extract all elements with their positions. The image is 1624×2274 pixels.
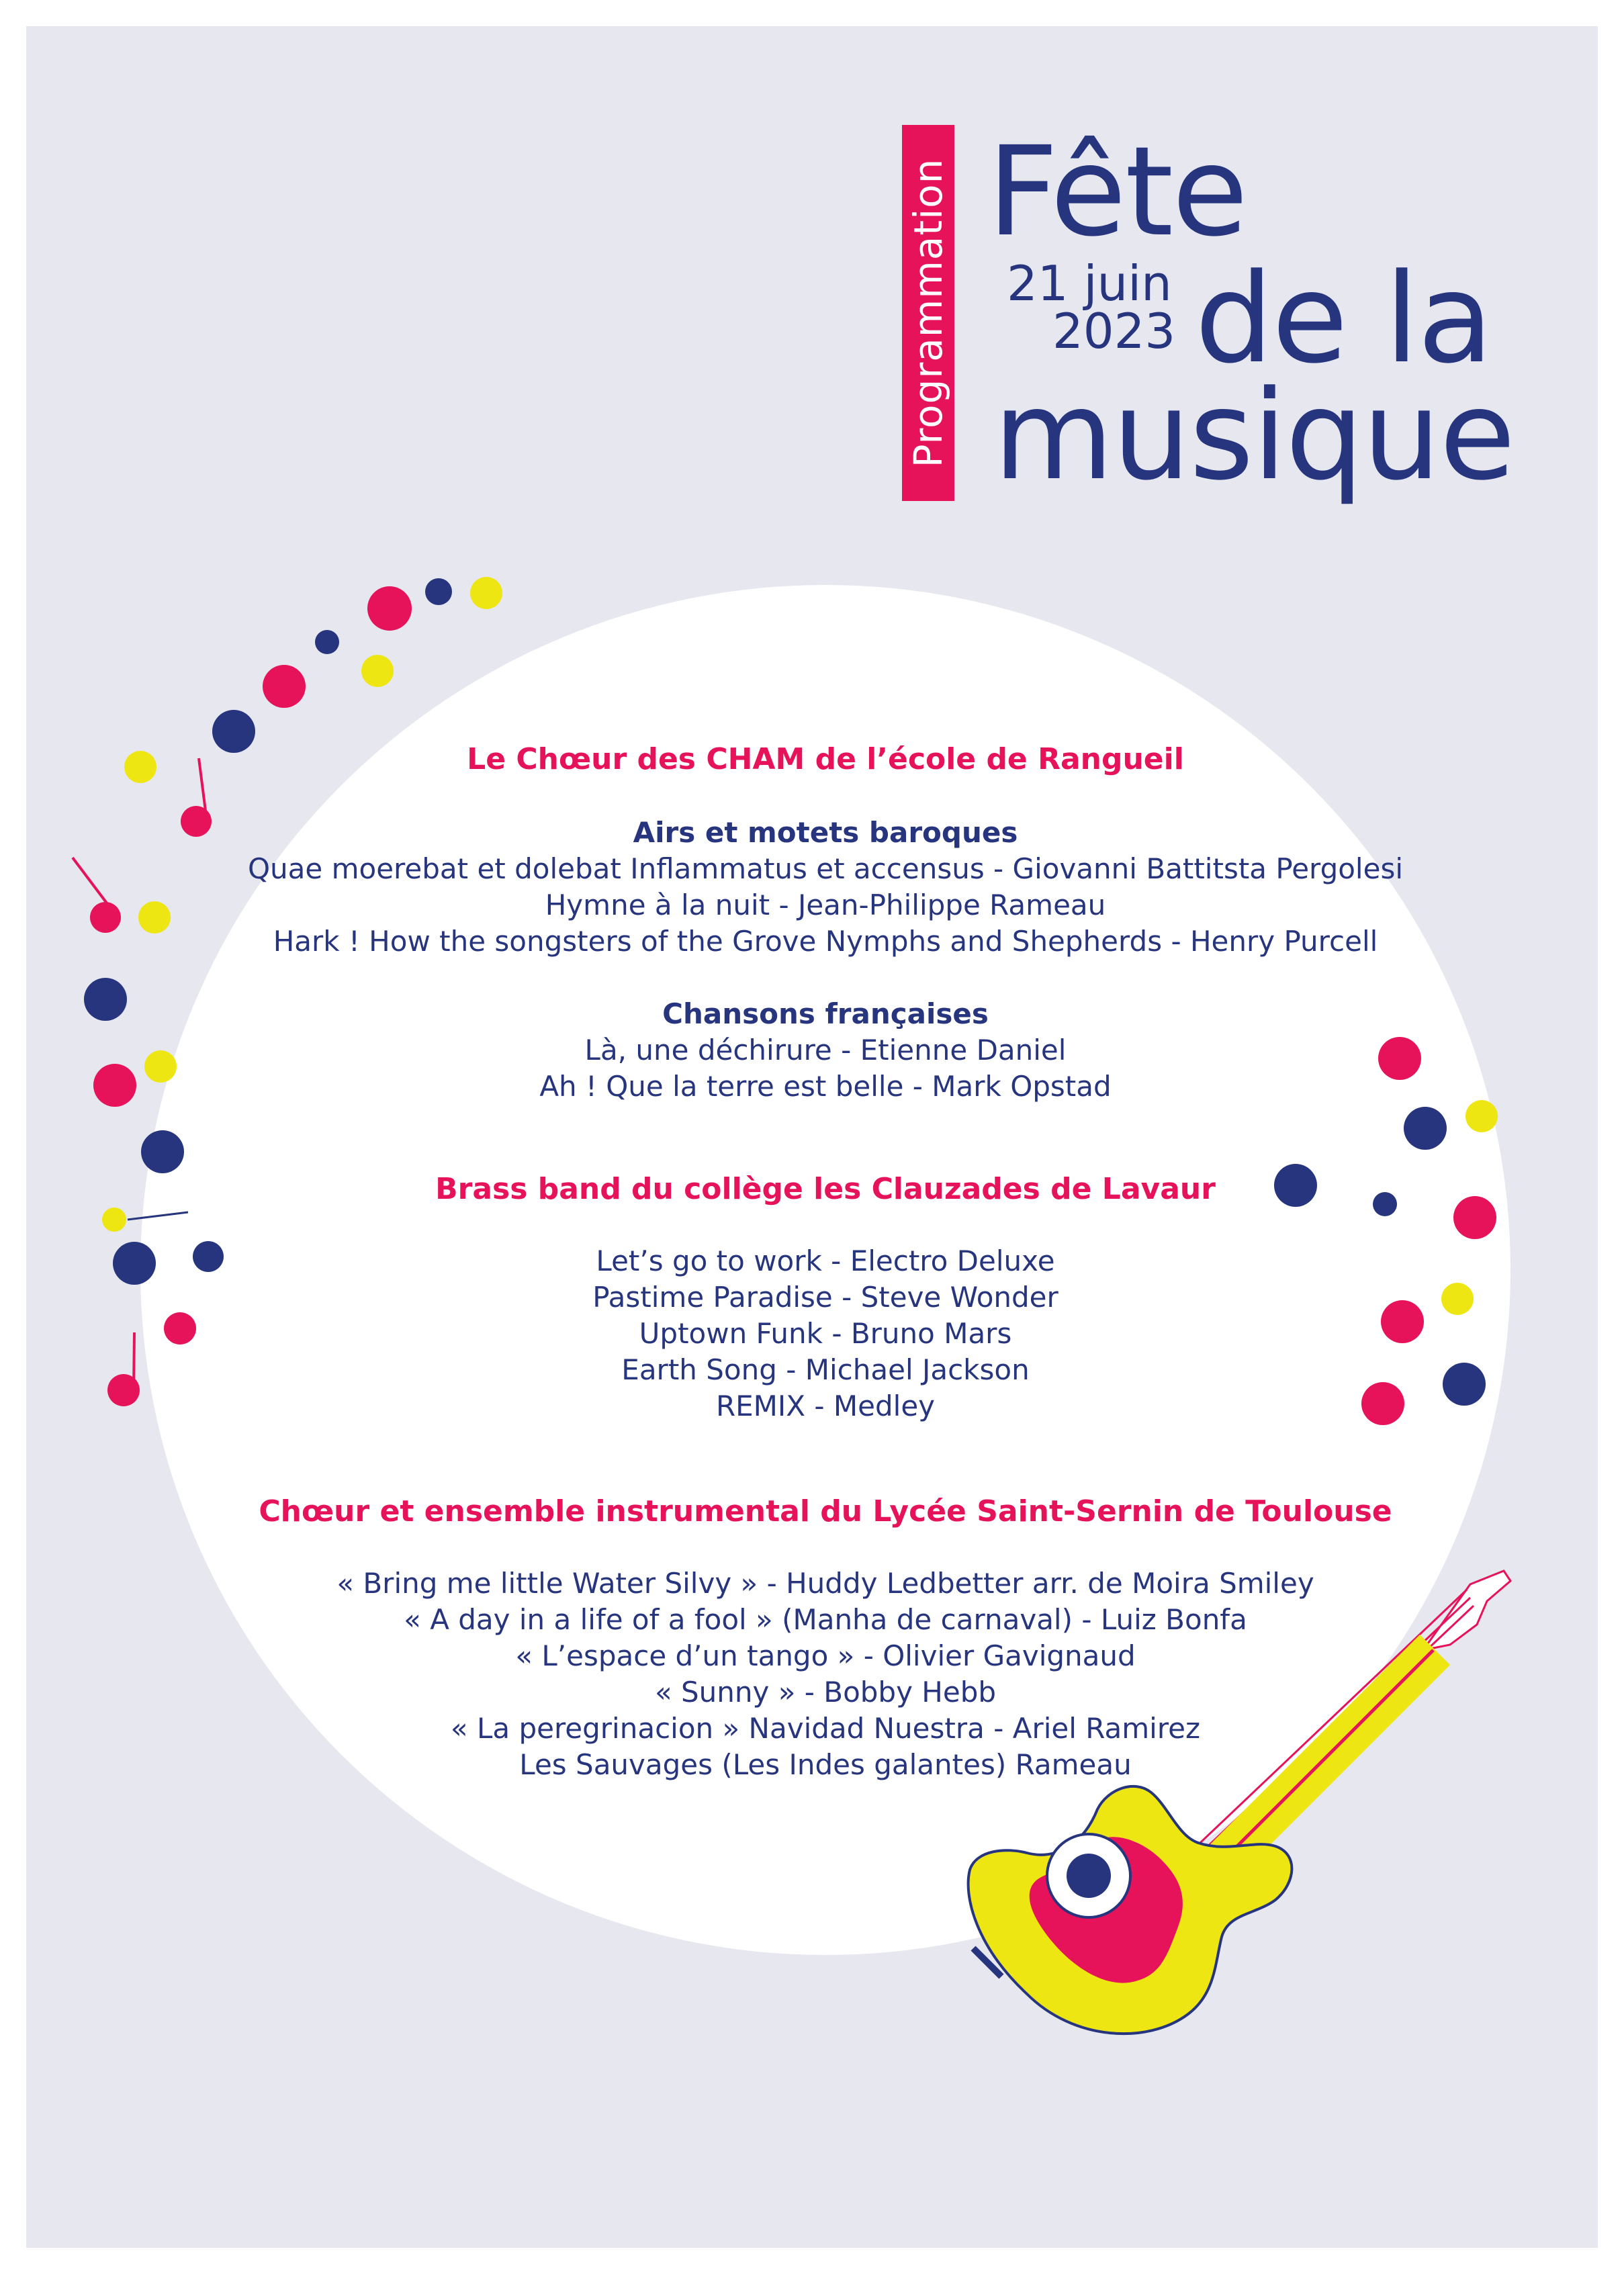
piece-item: Earth Song - Michael Jackson: [621, 1353, 1030, 1386]
dot: [84, 978, 127, 1021]
dot: [102, 1208, 126, 1232]
event-date-year: 2023: [1052, 303, 1176, 359]
dot: [361, 655, 394, 687]
piece-item: Let’s go to work - Electro Deluxe: [596, 1244, 1055, 1277]
poster-background: [26, 26, 1598, 2248]
piece-item: « L’espace d’un tango » - Olivier Gavignaud: [515, 1639, 1136, 1672]
dot: [315, 630, 339, 654]
piece-item: « Sunny » - Bobby Hebb: [654, 1676, 997, 1709]
piece-item: Les Sauvages (Les Indes galantes) Rameau: [519, 1748, 1132, 1781]
ensemble-title: Le Chœur des CHAM de l’école de Rangueil: [467, 742, 1184, 776]
group-heading: Airs et motets baroques: [633, 816, 1018, 849]
piece-item: « La peregrinacion » Navidad Nuestra - Ariel Ramirez: [450, 1712, 1201, 1745]
programmation-badge: [902, 125, 954, 501]
guitar-soundhole: [1067, 1854, 1111, 1898]
title-line-3: musique: [993, 364, 1515, 508]
title-line-1: Fête: [987, 120, 1247, 264]
dot: [263, 665, 306, 708]
ensemble-title: Brass band du collège les Clauzades de Lavaur: [435, 1172, 1216, 1206]
piece-item: « Bring me little Water Silvy » - Huddy Ledbetter arr. de Moira Smiley: [336, 1567, 1314, 1600]
piece-item: REMIX - Medley: [715, 1390, 936, 1422]
dot: [93, 1064, 136, 1107]
ensemble-title: Chœur et ensemble instrumental du Lycée Saint-Sernin de Toulouse: [259, 1494, 1392, 1529]
event-date-day: 21 juin: [1007, 255, 1172, 312]
piece-item: Là, une déchirure - Etienne Daniel: [584, 1034, 1067, 1066]
dot: [425, 578, 452, 605]
piece-item: Ah ! Que la terre est belle - Mark Opstad: [539, 1070, 1112, 1103]
group-heading: Chansons françaises: [662, 997, 989, 1030]
title-line-2: de la: [1195, 247, 1492, 391]
piece-item: Quae moerebat et dolebat Inflammatus et accensus - Giovanni Battitsta Pergolesi: [248, 852, 1403, 885]
dot: [124, 751, 156, 783]
dot: [367, 586, 412, 631]
piece-item: « A day in a life of a fool » (Manha de carnaval) - Luiz Bonfa: [404, 1603, 1247, 1636]
piece-item: Pastime Paradise - Steve Wonder: [592, 1281, 1058, 1314]
piece-item: Uptown Funk - Bruno Mars: [639, 1317, 1012, 1350]
badge-text: Programmation: [905, 158, 951, 468]
piece-item: Hark ! How the songsters of the Grove Nymphs and Shepherds - Henry Purcell: [273, 925, 1378, 958]
piece-item: Hymne à la nuit - Jean-Philippe Rameau: [545, 889, 1106, 921]
dot: [113, 1242, 156, 1285]
program-list: [154, 739, 1497, 1783]
dot: [470, 577, 502, 609]
